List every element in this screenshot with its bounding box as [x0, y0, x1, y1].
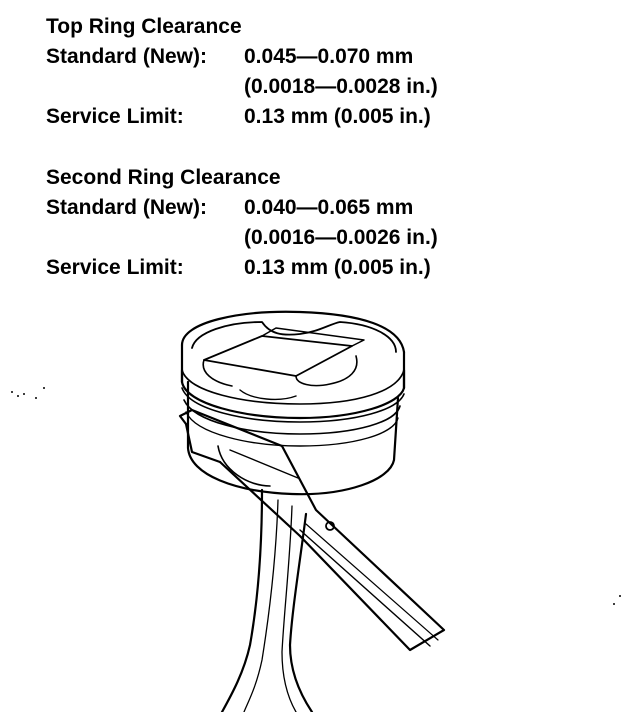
standard-inch-row	[46, 223, 606, 253]
service-limit-value: 0.13 mm (0.005 in.)	[244, 105, 431, 128]
service-limit-label: Service Limit:	[46, 105, 184, 128]
standard-row	[46, 42, 606, 72]
standard-value-in: (0.0016—0.0026 in.)	[244, 226, 438, 249]
service-limit-row	[46, 253, 606, 283]
standard-row	[46, 193, 606, 223]
scan-speckle	[11, 387, 621, 605]
service-limit-label: Service Limit:	[46, 256, 184, 279]
standard-value-mm: 0.040—0.065 mm	[244, 196, 414, 219]
standard-label: Standard (New):	[46, 45, 208, 68]
standard-inch-row	[46, 72, 606, 102]
standard-value-mm: 0.045—0.070 mm	[244, 45, 414, 68]
second-ring-clearance-section	[46, 163, 606, 283]
connecting-rod	[222, 490, 312, 712]
top-ring-clearance-section	[46, 12, 606, 132]
section-heading: Second Ring Clearance	[46, 166, 281, 189]
service-limit-value: 0.13 mm (0.005 in.)	[244, 256, 431, 279]
section-heading: Top Ring Clearance	[46, 15, 242, 38]
piston-feeler-gauge-illustration	[0, 300, 640, 712]
service-limit-row	[46, 102, 606, 132]
standard-value-in: (0.0018—0.0028 in.)	[244, 75, 438, 98]
standard-label: Standard (New):	[46, 196, 208, 219]
